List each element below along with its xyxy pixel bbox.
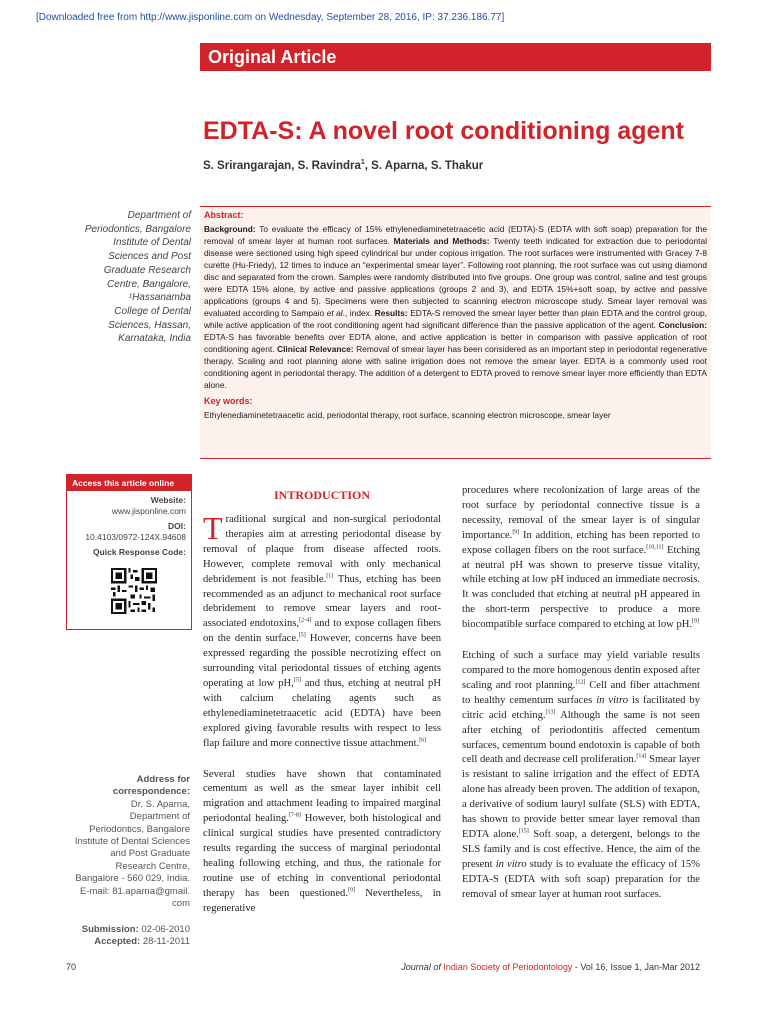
submission-value: 02-06-2010 [141,924,190,935]
website-link[interactable]: www.jisponline.com [111,506,186,516]
text-run: Nevertheless, in regenerative [203,887,441,914]
correspondence-line: and Post Graduate [110,848,190,860]
text-run: Although the same is not seen after etching of periodontitis affected cementum surfaces, cementum bound endotoxin is capable of both cell death and decrease cell proliferation. [462,709,700,766]
text-run: raditional surgical and non-surgical periodontal therapies aim at arresting periodontal disease by removal of plaque from disease affected roots. However, complete removal with only mechanical debridement is not feasible. [203,514,441,585]
page-number: 70 [66,962,77,972]
citation[interactable]: [13] [545,709,556,716]
citation[interactable]: [5] [293,677,301,684]
submission-date [66,924,190,936]
affiliation-line: Centre, Bangalore, [107,278,191,290]
text-run: Cell and fiber attachment to healthy cementum surfaces [462,679,700,706]
body-column-left [203,510,442,917]
accepted-date [66,936,190,948]
correspondence-line: Bangalore - 560 029, India. [75,873,190,885]
article-dates [66,924,190,949]
relevance-text: Removal of smear layer has been considered as an important step in periodontal regenerative therapy. Scaling and root planning alone with saline irrigation does not remove the smear layer. EDTA is a commonly used root conditioning agent in periodontal therapy. The addition of a detergent to EDTA proved to remove smear layer more efficiently than EDTA alone. [204,344,707,390]
authors-part1: S. Srirangarajan, S. Ravindra [203,159,361,172]
text-run: is facilitated by citric acid etching. [462,694,700,721]
citation[interactable]: [2-4] [299,617,312,624]
correspondence-line: Periodontics, Bangalore [89,823,190,835]
affiliation [66,209,191,346]
background-label: Background: [204,224,256,234]
access-heading: Access this article online [67,475,191,491]
drop-cap: T [203,510,223,546]
italic-run: in vitro [495,858,527,870]
citation[interactable]: [7-8] [288,812,301,819]
qr-label: Quick Response Code: [92,547,186,557]
journal-name: Indian Society of Periodontology [443,962,573,972]
methods-end: ., index. [342,308,375,318]
introduction-heading: INTRODUCTION [273,488,370,502]
conclusion-label: Conclusion: [658,320,707,330]
text-run: Soft soap, a detergent, belongs to the SLS family and is cost effective. Hence, the aim of the present [462,828,700,870]
citation[interactable]: [9] [348,887,355,894]
text-run: Etching at neutral pH was shown to preserve tissue vitality, while etching at low pH induced an immediate necrosis. It was concluded that etching at neutral pH appeared in the short-term perspective to produce a more biocompatible surface compared to etching at low pH. [462,544,700,631]
intro-paragraph-3 [462,484,700,633]
journal-footer [380,962,700,972]
text-run: In addition, etching has been reported to expose collagen fibers on the root surface. [462,529,700,556]
methods-text: Twenty teeth indicated for extraction due to periodontal disease were sectioned using high speed cylindrical bur under copious irrigation. The root surfaces were instrumented with Gracey 7-8 curette (Hu-Friedy), 12 times to induce an “experimental smear layer”. Following root planning, the root surface was cut using diamond disc and separated from the crown. Samples were randomly distributed into five groups. One group was control, saline and test groups were EDTA 15% alone, by active and passive applications (groups 2 and 3), and EDTA 15%+soft soap, by active and passive applications (groups 4 and 5). Specimens were then subjected to scanning electron microscope study. Smear layer removal was evaluated according to Sampaio [204,236,707,318]
correspondence-line: Department of [129,811,190,823]
keywords-heading: Key words: [204,396,253,406]
submission-label: Submission: [81,924,139,935]
text-run: procedures where recolonization of large areas of the root surface by periodontal connective tissue is a necessity, removal of the smear layer is of singular importance. [462,485,700,541]
website-label: Website: [150,495,186,505]
correspondence-email-end[interactable]: com [172,898,190,910]
citation[interactable]: [9] [512,529,520,536]
correspondence-line: Research Centre, [115,860,190,872]
intro-paragraph-2 [203,768,441,917]
intro-paragraph-4 [462,649,700,902]
citation[interactable]: [15] [518,828,529,835]
author-list [203,159,483,172]
text-run: However, both histological and clinical surgical studies have presented contradictory results regarding the success of marginal periodontal healing following etching, and thus, the rationale for routine use of etching in conventional periodontal therapy has been questioned. [203,813,441,899]
italic-run: in vitro [596,694,629,706]
citation[interactable]: [6] [419,737,427,744]
citation[interactable]: [12] [575,679,586,686]
text-run: Etching of such a surface may yield variable results compared to the more homogenous dentin exposed after scaling and root planning. [462,650,700,691]
conclusion-text: EDTA-S has favorable benefits over EDTA alone, and active application is better in comparison with passive application of root conditioning agent. [204,332,707,354]
doi-value: 10.4103/0972-124X.94608 [85,532,186,542]
text-run: Thus, etching has been recommended as an adjunct to mechanical root surface debridement to remove smear layers and root-associated endotoxins, [203,573,441,630]
citation[interactable]: [14] [636,753,647,760]
access-box [66,474,192,630]
affiliation-line: ¹Hassanamba [128,292,191,304]
text-run: study is to evaluate the efficacy of 15% EDTA-S (EDTA with soft soap) preparation for the removal of smear layer at human root surfaces. [462,858,700,900]
journal-issue: - Vol 16, Issue 1, Jan-Mar 2012 [572,962,700,972]
correspondence [66,774,190,910]
journal-prefix: Journal of [401,962,444,972]
correspondence-email[interactable]: E-mail: 81.aparna@gmail. [80,885,190,897]
citation[interactable]: [1] [326,573,334,580]
affiliation-line: Periodontics, Bangalore [84,223,191,235]
relevance-label: Clinical Relevance: [277,344,354,354]
citation[interactable]: [5] [298,632,306,639]
correspondence-label: Address for [136,774,190,785]
affiliation-line: Department of [127,210,191,221]
correspondence-line: Institute of Dental Sciences [74,836,190,848]
affiliation-line: Sciences and Post [108,251,191,263]
authors-part2: , S. Aparna, S. Thakur [364,159,484,172]
methods-label: Materials and Methods: [393,236,490,246]
text-run: Several studies have shown that contaminated cementum as well as the smear layer inhibit cell migration and attachment leading to impaired marginal periodontal healing. [203,768,441,825]
body-column-right [462,484,700,902]
abstract-heading: Abstract: [204,210,244,220]
text-run: and to expose collagen fibers on the dentin surface. [203,618,442,645]
accepted-label: Accepted: [94,936,141,948]
author-superscript: 1 [360,159,365,166]
affiliation-line: Institute of Dental [113,237,191,249]
results-label: Results: [374,308,408,318]
affiliation-line: Sciences, Hassan, [108,319,191,331]
citation[interactable]: [9] [692,618,700,625]
background-text: To evaluate the efficacy of 15% ethylenediaminetetraacetic acid (EDTA)-S (EDTA with soft soap) preparation for the removal of smear layer at human root surfaces. [204,224,707,246]
affiliation-line: Graduate Research [103,264,191,276]
abstract-box [200,206,711,459]
correspondence-label: correspondence: [112,786,190,798]
doi-label: DOI: [168,521,186,531]
results-text: EDTA-S removed the smear layer better than plain EDTA and the control group, while active application of the root conditioning agent had significant difference than the passive application of the agent. [204,308,708,330]
section-banner: Original Article [200,43,711,71]
citation[interactable]: [10,11] [646,544,664,551]
methods-etal: et al [326,308,343,318]
text-run: Smear layer is resistant to saline irrigation and the effect of EDTA alone has already been proven. The addition of texapon, a derivative of sodium lauryl sulfate (SLS) with EDTA, has shown to provide better smear layer removal than EDTA alone. [462,754,700,840]
download-notice: [Downloaded free from http://www.jisponline.com on Wednesday, September 28, 2016, IP: 37.236.186.77] [36,12,505,23]
text-run: and thus, etching at neutral pH with calcium chelating agents such as ethylenediaminetetraacetic acid (EDTA) have been explored giving favorable results with respect to less flap failure and more connective tissue attachment. [203,677,441,749]
text-run: However, concerns have been expressed regarding the possible necrotizing effect on surrounding vital periodontal tissues of etching agents operating at low pH, [203,633,441,689]
accepted-value: 28-11-2011 [142,936,190,948]
affiliation-line: Karnataka, India [118,333,191,345]
qr-code-icon [111,568,157,614]
keywords-text: Ethylenediaminetetraacetic acid, periodontal therapy, root surface, scanning electron microscope, smear layer [204,410,611,420]
correspondence-line: Dr. S. Aparna, [130,798,190,810]
affiliation-line: College of Dental [114,305,191,317]
intro-paragraph-1 [203,510,442,752]
abstract-body [204,223,707,391]
article-title: EDTA-S: A novel root conditioning agent [203,117,684,145]
